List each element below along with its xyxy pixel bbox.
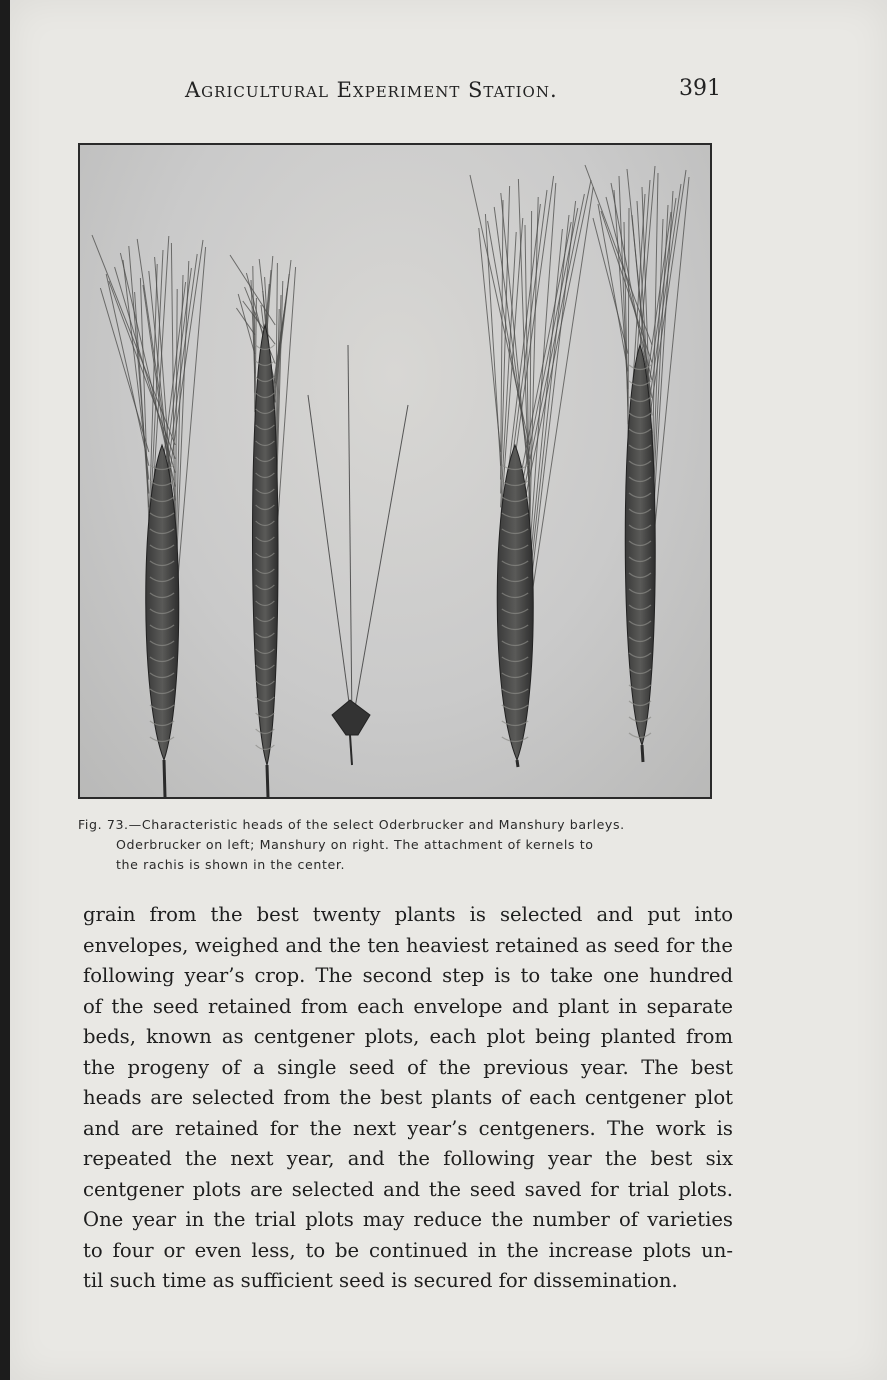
caption-line: Fig. 73.—Characteristic heads of the select Oderbrucker and Manshury barleys. <box>78 817 625 832</box>
page-number: 391 <box>679 76 721 101</box>
oderbrucker-head-second <box>230 255 296 797</box>
text-line: heads are selected from the best plants of each centgener plot <box>83 1086 733 1109</box>
text-line: grain from the best twenty plants is selected and put into <box>83 903 733 926</box>
text-line: following year’s crop. The second step is to take one hundred <box>83 964 733 987</box>
body-paragraph <box>83 900 733 1297</box>
text-line: One year in the trial plots may reduce the number of varieties <box>83 1208 733 1231</box>
book-page <box>10 0 887 1380</box>
barley-heads-photograph <box>78 143 712 799</box>
text-line: of the seed retained from each envelope and plant in separate <box>83 994 733 1018</box>
figure-caption <box>78 815 738 875</box>
text-line: repeated the next year, and the following year the best six <box>83 1147 733 1170</box>
caption-line: Oderbrucker on left; Manshury on right. The attachment of kernels to <box>116 837 594 852</box>
text-line: beds, known as centgener plots, each plot being planted from <box>83 1025 733 1048</box>
text-line: til such time as sufficient seed is secured for dissemination. <box>83 1269 678 1292</box>
caption-line: the rachis is shown in the center. <box>116 857 346 872</box>
running-head <box>10 74 887 108</box>
text-line: centgener plots are selected and the seed saved for trial plots. <box>83 1177 733 1201</box>
oderbrucker-head-left <box>92 235 206 797</box>
barley-photo-drawing <box>80 145 710 797</box>
text-line: envelopes, weighed and the ten heaviest retained as seed for the <box>83 933 733 957</box>
text-line: the progeny of a single seed of the previous year. The best <box>83 1055 733 1079</box>
running-title: Agricultural Experiment Station. <box>185 78 558 102</box>
manshury-head-right <box>585 165 689 762</box>
rachis-spikelet-center <box>308 345 408 765</box>
manshury-head-fourth <box>470 175 593 767</box>
text-line: to four or even less, to be continued in the increase plots un- <box>83 1238 733 1262</box>
text-line: and are retained for the next year’s centgeners. The work is <box>83 1116 733 1140</box>
